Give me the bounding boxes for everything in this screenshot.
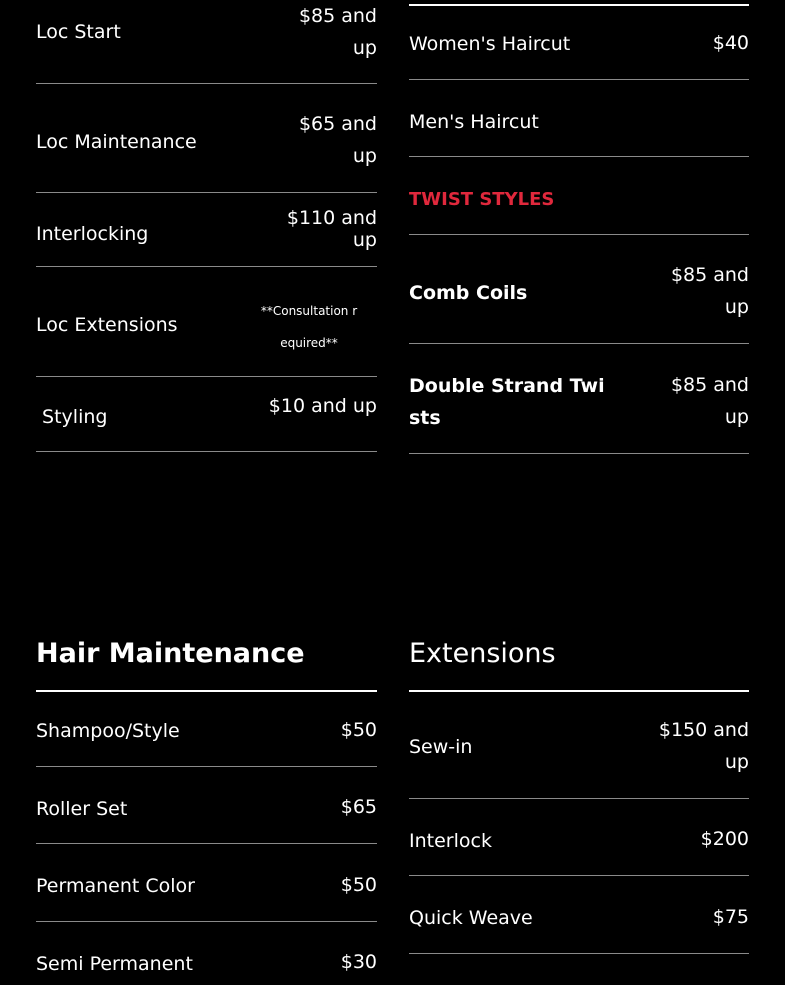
list-item bbox=[36, 267, 377, 377]
service-name: Roller Set bbox=[36, 798, 128, 820]
service-price: $10 and up bbox=[268, 395, 377, 417]
service-name: Loc Extensions bbox=[36, 314, 178, 336]
service-name: Women's Haircut bbox=[409, 33, 571, 55]
service-price: $75 bbox=[712, 906, 749, 928]
service-price: $40 bbox=[712, 32, 749, 54]
service-name: Permanent Color bbox=[36, 875, 195, 897]
service-name: Comb Coils bbox=[409, 282, 528, 304]
service-price: $200 bbox=[700, 828, 749, 850]
service-name: Styling bbox=[36, 406, 108, 428]
list-item bbox=[409, 6, 749, 80]
service-name: Shampoo/Style bbox=[36, 720, 180, 742]
service-price: $30 bbox=[340, 951, 377, 973]
list-item bbox=[36, 844, 377, 922]
list-item bbox=[409, 876, 749, 954]
service-price: $85 and up bbox=[670, 264, 749, 318]
list-item bbox=[409, 235, 749, 344]
service-name: Double Strand Twists bbox=[409, 375, 605, 429]
hair-maintenance-section bbox=[36, 630, 377, 985]
service-price: $150 and up bbox=[658, 719, 749, 773]
service-name: Loc Start bbox=[36, 21, 121, 43]
loc-services-list bbox=[36, 0, 377, 452]
list-item bbox=[409, 80, 749, 157]
section-title: Extensions bbox=[409, 638, 556, 669]
list-item bbox=[409, 344, 749, 454]
list-item bbox=[36, 692, 377, 767]
list-item bbox=[409, 692, 749, 799]
service-name: Quick Weave bbox=[409, 907, 533, 929]
service-price: $65 bbox=[340, 796, 377, 818]
list-item bbox=[36, 767, 377, 844]
list-item bbox=[409, 157, 749, 235]
list-item bbox=[36, 922, 377, 985]
haircut-twist-list bbox=[409, 0, 749, 454]
service-price: $50 bbox=[340, 874, 377, 896]
service-name: Men's Haircut bbox=[409, 111, 539, 133]
section-title: Hair Maintenance bbox=[36, 638, 305, 669]
list-item bbox=[36, 193, 377, 267]
service-name: Sew-in bbox=[409, 736, 473, 758]
list-item bbox=[36, 84, 377, 193]
service-name: Loc Maintenance bbox=[36, 131, 197, 153]
service-name: Semi Permanent bbox=[36, 953, 193, 975]
twist-styles-heading: TWIST STYLES bbox=[409, 189, 555, 210]
list-item bbox=[36, 0, 377, 84]
service-price: $50 bbox=[340, 719, 377, 741]
service-name: Interlock bbox=[409, 830, 492, 852]
list-item bbox=[36, 377, 377, 452]
service-price: $110 and up bbox=[286, 207, 377, 251]
list-item bbox=[409, 799, 749, 876]
service-price: $65 and up bbox=[298, 113, 377, 167]
service-price: $85 and up bbox=[670, 374, 749, 428]
extensions-section bbox=[409, 630, 749, 954]
service-name: Interlocking bbox=[36, 223, 149, 245]
service-price: **Consultation required** bbox=[260, 304, 358, 350]
service-price: $85 and up bbox=[298, 5, 377, 59]
